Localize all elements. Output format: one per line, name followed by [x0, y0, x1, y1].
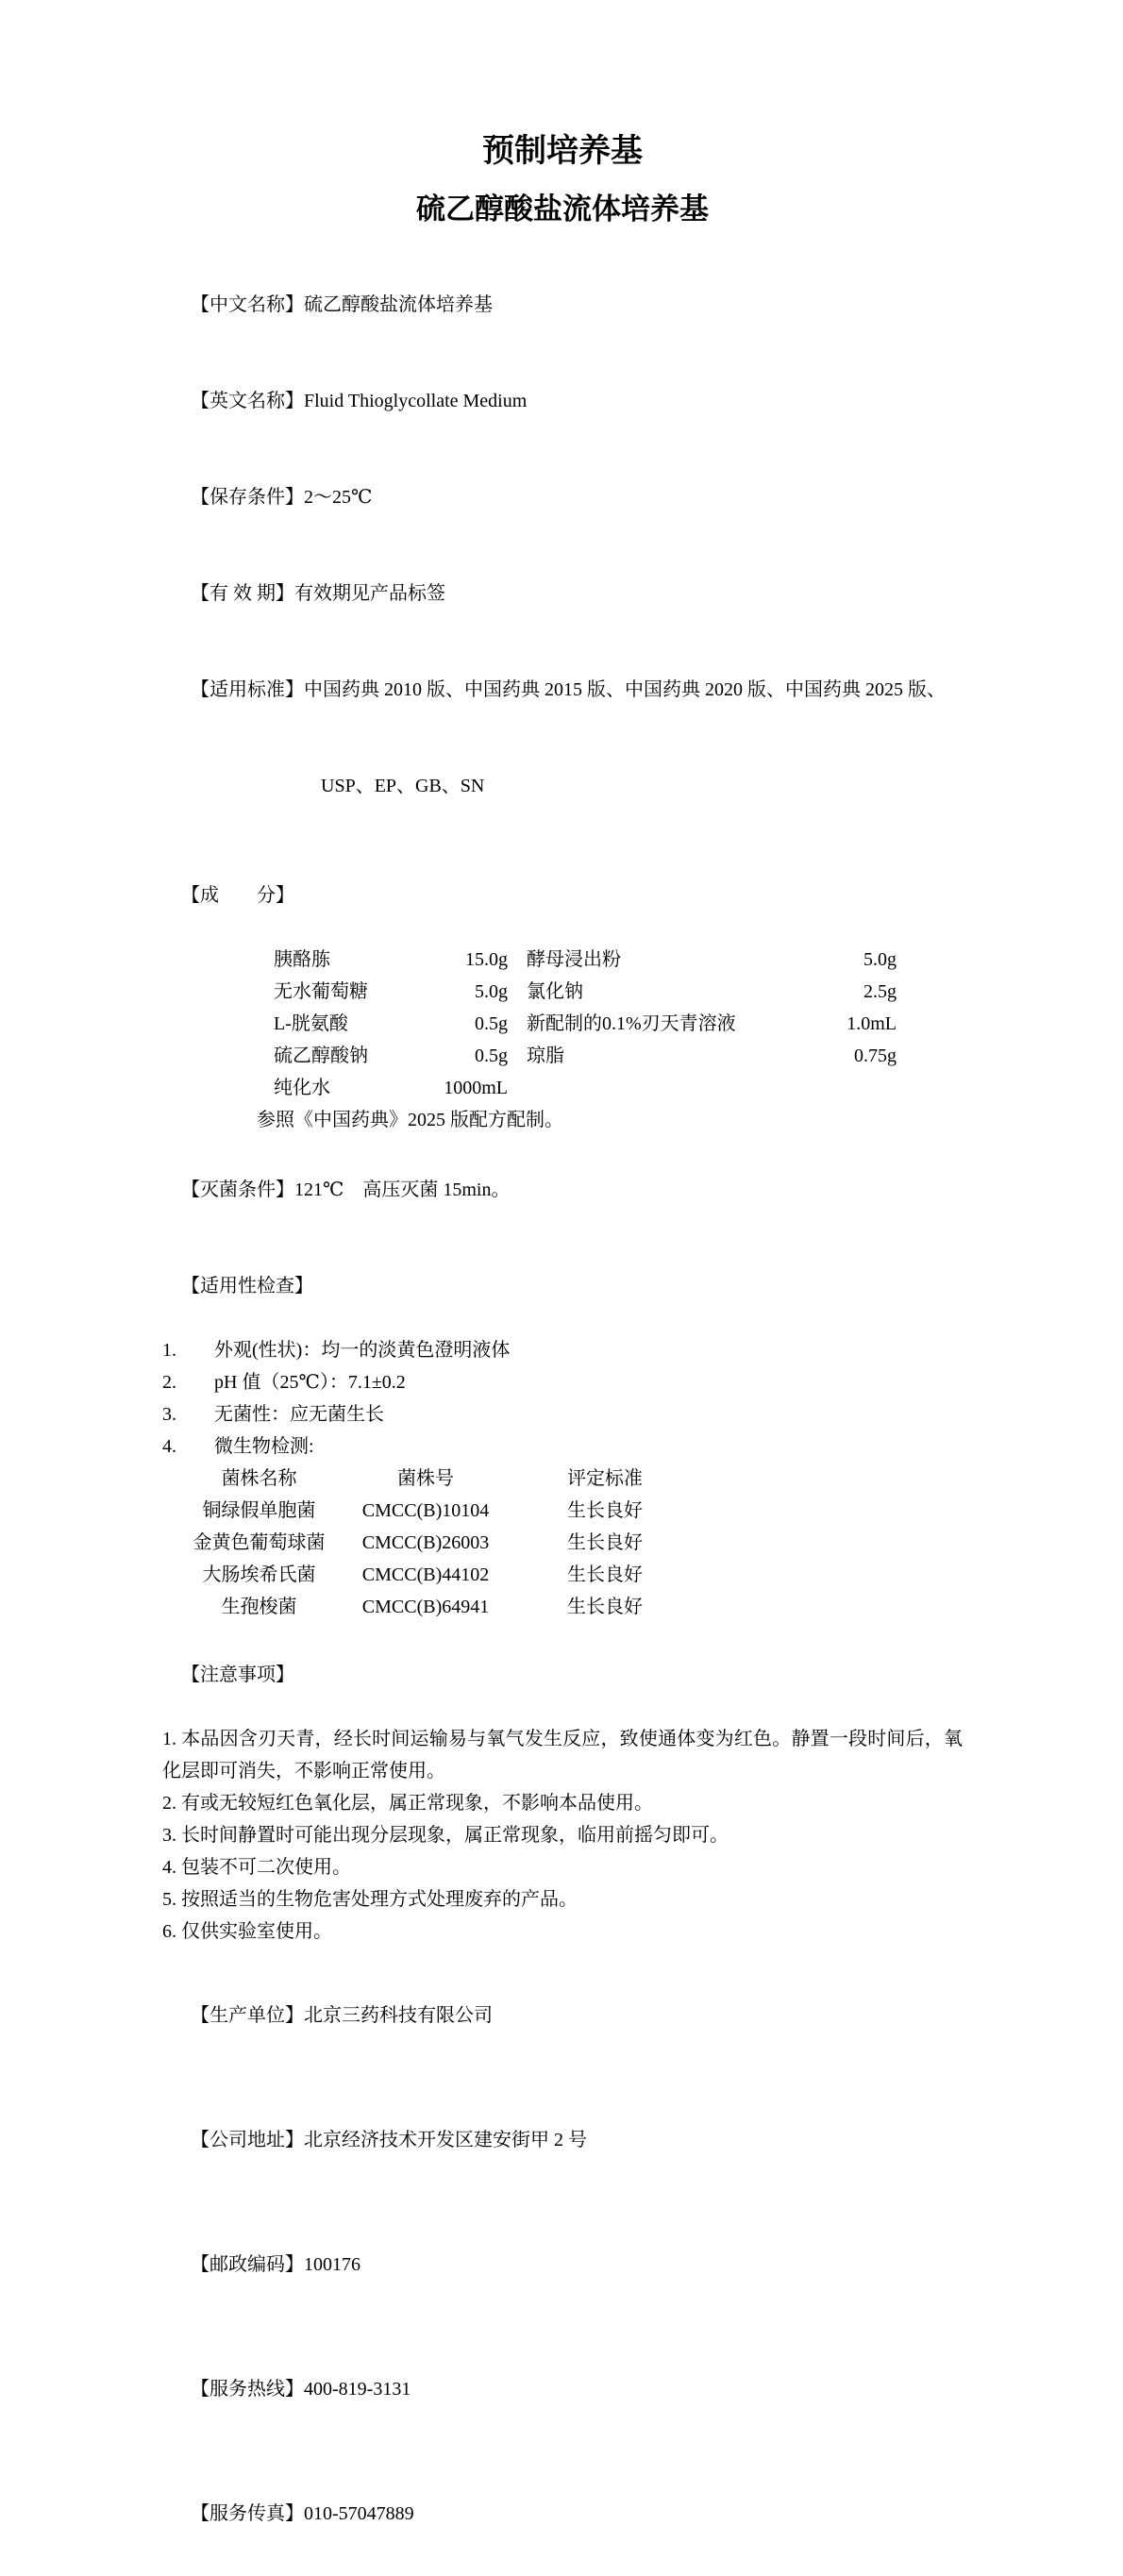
ingredient-name: 胰酪胨: [274, 949, 330, 970]
manufacturer-section: [162, 1953, 963, 2576]
item-text: 微生物检测:: [214, 1436, 314, 1457]
field-english-name: [162, 353, 963, 449]
field-label: 【注意事项】: [181, 1664, 294, 1685]
strain-table-header: [162, 1463, 963, 1495]
composition-note: 参照《中国药典》2025 版配方配制。: [257, 1110, 563, 1130]
precautions-section-label: [162, 1627, 963, 1723]
precaution-item: 2. 有或无较短红色氧化层，属正常现象，不影响本品使用。: [162, 1793, 653, 1814]
item-text: pH 值（25℃）：7.1±0.2: [214, 1372, 406, 1393]
field-postal-code: [162, 2202, 963, 2327]
field-label: 【邮政编码】: [191, 2254, 304, 2275]
field-label: 【有 效 期】: [191, 583, 294, 604]
field-chinese-name: [162, 257, 963, 353]
precaution-item: 6. 仅供实验室使用。: [162, 1921, 332, 1942]
strain-table-row: [162, 1495, 963, 1527]
ingredient-qty: 1000mL: [444, 1078, 508, 1098]
ingredient-name: 氯化钠: [527, 981, 583, 1002]
field-value: 有效期见产品标签: [294, 583, 445, 604]
field-label: 【生产单位】: [191, 2005, 304, 2026]
ingredient-qty: 0.5g: [475, 1013, 508, 1034]
field-label: 【适用性检查】: [181, 1276, 313, 1296]
spacer: [162, 1040, 274, 1072]
field-company-address: [162, 2078, 963, 2202]
strain-name: 铜绿假单胞菌: [202, 1500, 316, 1521]
field-label: 【成 分】: [181, 885, 294, 906]
composition-table: [162, 944, 963, 1104]
composition-row: [162, 944, 963, 976]
precaution-item: 5. 按照适当的生物危害处理方式处理废弃的产品。: [162, 1889, 578, 1910]
field-storage-condition: [162, 449, 963, 545]
field-shelf-life: [162, 545, 963, 642]
strain-id: CMCC(B)64941: [361, 1597, 490, 1617]
strain-id: CMCC(B)44102: [361, 1564, 490, 1585]
item-text: 无菌性：应无菌生长: [214, 1404, 384, 1425]
doc-title: 预制培养基: [482, 134, 643, 169]
field-value: Fluid Thioglycollate Medium: [304, 391, 528, 411]
ingredient-qty: 5.0g: [475, 981, 508, 1002]
column-header: 评定标准: [567, 1468, 643, 1489]
item-text: 外观(性状)：均一的淡黄色澄明液体: [214, 1340, 511, 1361]
field-label: 【中文名称】: [191, 294, 304, 315]
field-value: USP、EP、GB、SN: [321, 776, 485, 796]
ingredient-qty: 0.5g: [475, 1045, 508, 1066]
item-number: 1.: [162, 1340, 176, 1361]
strain-id: CMCC(B)10104: [361, 1500, 490, 1521]
spacer: [508, 944, 527, 976]
top-fields-section: [162, 257, 963, 834]
field-label: 【保存条件】: [191, 487, 304, 508]
suitability-list: [162, 1334, 963, 1463]
field-applicable-standards-line2: [162, 738, 963, 834]
suitability-item-sterility: [162, 1398, 963, 1430]
strain-name: 大肠埃希氏菌: [202, 1564, 316, 1585]
strain-table: [162, 1463, 963, 1623]
field-label: 【英文名称】: [191, 391, 304, 411]
composition-section-label: [162, 847, 963, 944]
column-header: 菌株名称: [221, 1468, 297, 1489]
field-value: 100176: [304, 2254, 360, 2275]
spacer: [162, 976, 274, 1008]
field-value: 硫乙醇酸盐流体培养基: [304, 294, 493, 315]
ingredient-name: 硫乙醇酸钠: [274, 1045, 368, 1066]
precaution-item: 3. 长时间静置时可能出现分层现象，属正常现象，临用前摇匀即可。: [162, 1825, 729, 1846]
suitability-item-ph: [162, 1366, 963, 1398]
sterilization-field: [162, 1142, 963, 1238]
doc-subtitle: 硫乙醇酸盐流体培养基: [416, 192, 709, 226]
suitability-item-appearance: [162, 1334, 963, 1366]
ingredient-name: 新配制的0.1%刃天青溶液: [527, 1013, 736, 1034]
item-number: 4.: [162, 1436, 176, 1457]
ingredient-name: 琼脂: [527, 1045, 564, 1066]
field-value: 中国药典 2010 版、中国药典 2015 版、中国药典 2020 版、中国药典 2025 版、: [304, 679, 946, 700]
ingredient-qty: 0.75g: [854, 1045, 897, 1066]
spacer: [508, 1008, 527, 1040]
spacer: [508, 976, 527, 1008]
composition-row: [162, 1072, 963, 1104]
field-label: 【灭菌条件】: [181, 1179, 294, 1200]
field-value: 121℃ 高压灭菌 15min。: [294, 1179, 511, 1200]
field-value: 北京三药科技有限公司: [304, 2005, 493, 2026]
field-value: 北京经济技术开发区建安街甲 2 号: [304, 2130, 587, 2150]
suitability-item-microbial: [162, 1430, 963, 1463]
field-value: 2～25℃: [304, 487, 373, 508]
precautions-list: [162, 1723, 963, 1948]
strain-result: 生长良好: [567, 1564, 643, 1585]
column-header: 菌株号: [397, 1468, 454, 1489]
ingredient-qty: 15.0g: [465, 949, 508, 970]
strain-id: CMCC(B)26003: [361, 1532, 490, 1553]
ingredient-name: 无水葡萄糖: [274, 981, 368, 1002]
strain-name: 生孢梭菌: [221, 1597, 297, 1617]
spacer: [508, 1040, 527, 1072]
field-applicable-standards: [162, 642, 963, 738]
ingredient-qty: [774, 1072, 897, 1104]
suitability-section-label: [162, 1238, 963, 1334]
field-manufacturer: [162, 1953, 963, 2078]
strain-table-row: [162, 1527, 963, 1559]
precaution-item: 4. 包装不可二次使用。: [162, 1857, 351, 1878]
field-label: 【适用标准】: [191, 679, 304, 700]
ingredient-qty: 5.0g: [863, 949, 897, 970]
spacer: [162, 1008, 274, 1040]
ingredient-name: [527, 1072, 774, 1104]
spacer: [162, 944, 274, 976]
field-service-fax: [162, 2451, 963, 2576]
strain-result: 生长良好: [567, 1597, 643, 1617]
composition-row: [162, 1008, 963, 1040]
precaution-item: 1. 本品因含刃天青，经长时间运输易与氧气发生反应，致使通体变为红色。静置一段时间后，氧化层即可消失，不影响正常使用。: [162, 1729, 963, 1781]
ingredient-name: 酵母浸出粉: [527, 949, 621, 970]
strain-result: 生长良好: [567, 1500, 643, 1521]
ingredient-qty: 2.5g: [863, 981, 897, 1002]
spacer: [508, 1072, 527, 1104]
field-label: 【公司地址】: [191, 2130, 304, 2150]
ingredient-name: L-胱氨酸: [274, 1013, 348, 1034]
ingredient-name: 纯化水: [274, 1078, 330, 1098]
spacer: [162, 1072, 274, 1104]
composition-row: [162, 1040, 963, 1072]
item-number: 3.: [162, 1404, 176, 1425]
item-number: 2.: [162, 1372, 176, 1393]
field-label: 【服务热线】: [191, 2379, 304, 2400]
strain-result: 生长良好: [567, 1532, 643, 1553]
field-value: 010-57047889: [304, 2503, 414, 2524]
field-value: 400-819-3131: [304, 2379, 411, 2400]
ingredient-qty: 1.0mL: [846, 1013, 897, 1034]
strain-table-row: [162, 1591, 963, 1623]
strain-table-row: [162, 1559, 963, 1591]
field-label: 【服务传真】: [191, 2503, 304, 2524]
field-service-hotline: [162, 2327, 963, 2451]
strain-name: 金黄色葡萄球菌: [193, 1532, 326, 1553]
composition-row: [162, 976, 963, 1008]
